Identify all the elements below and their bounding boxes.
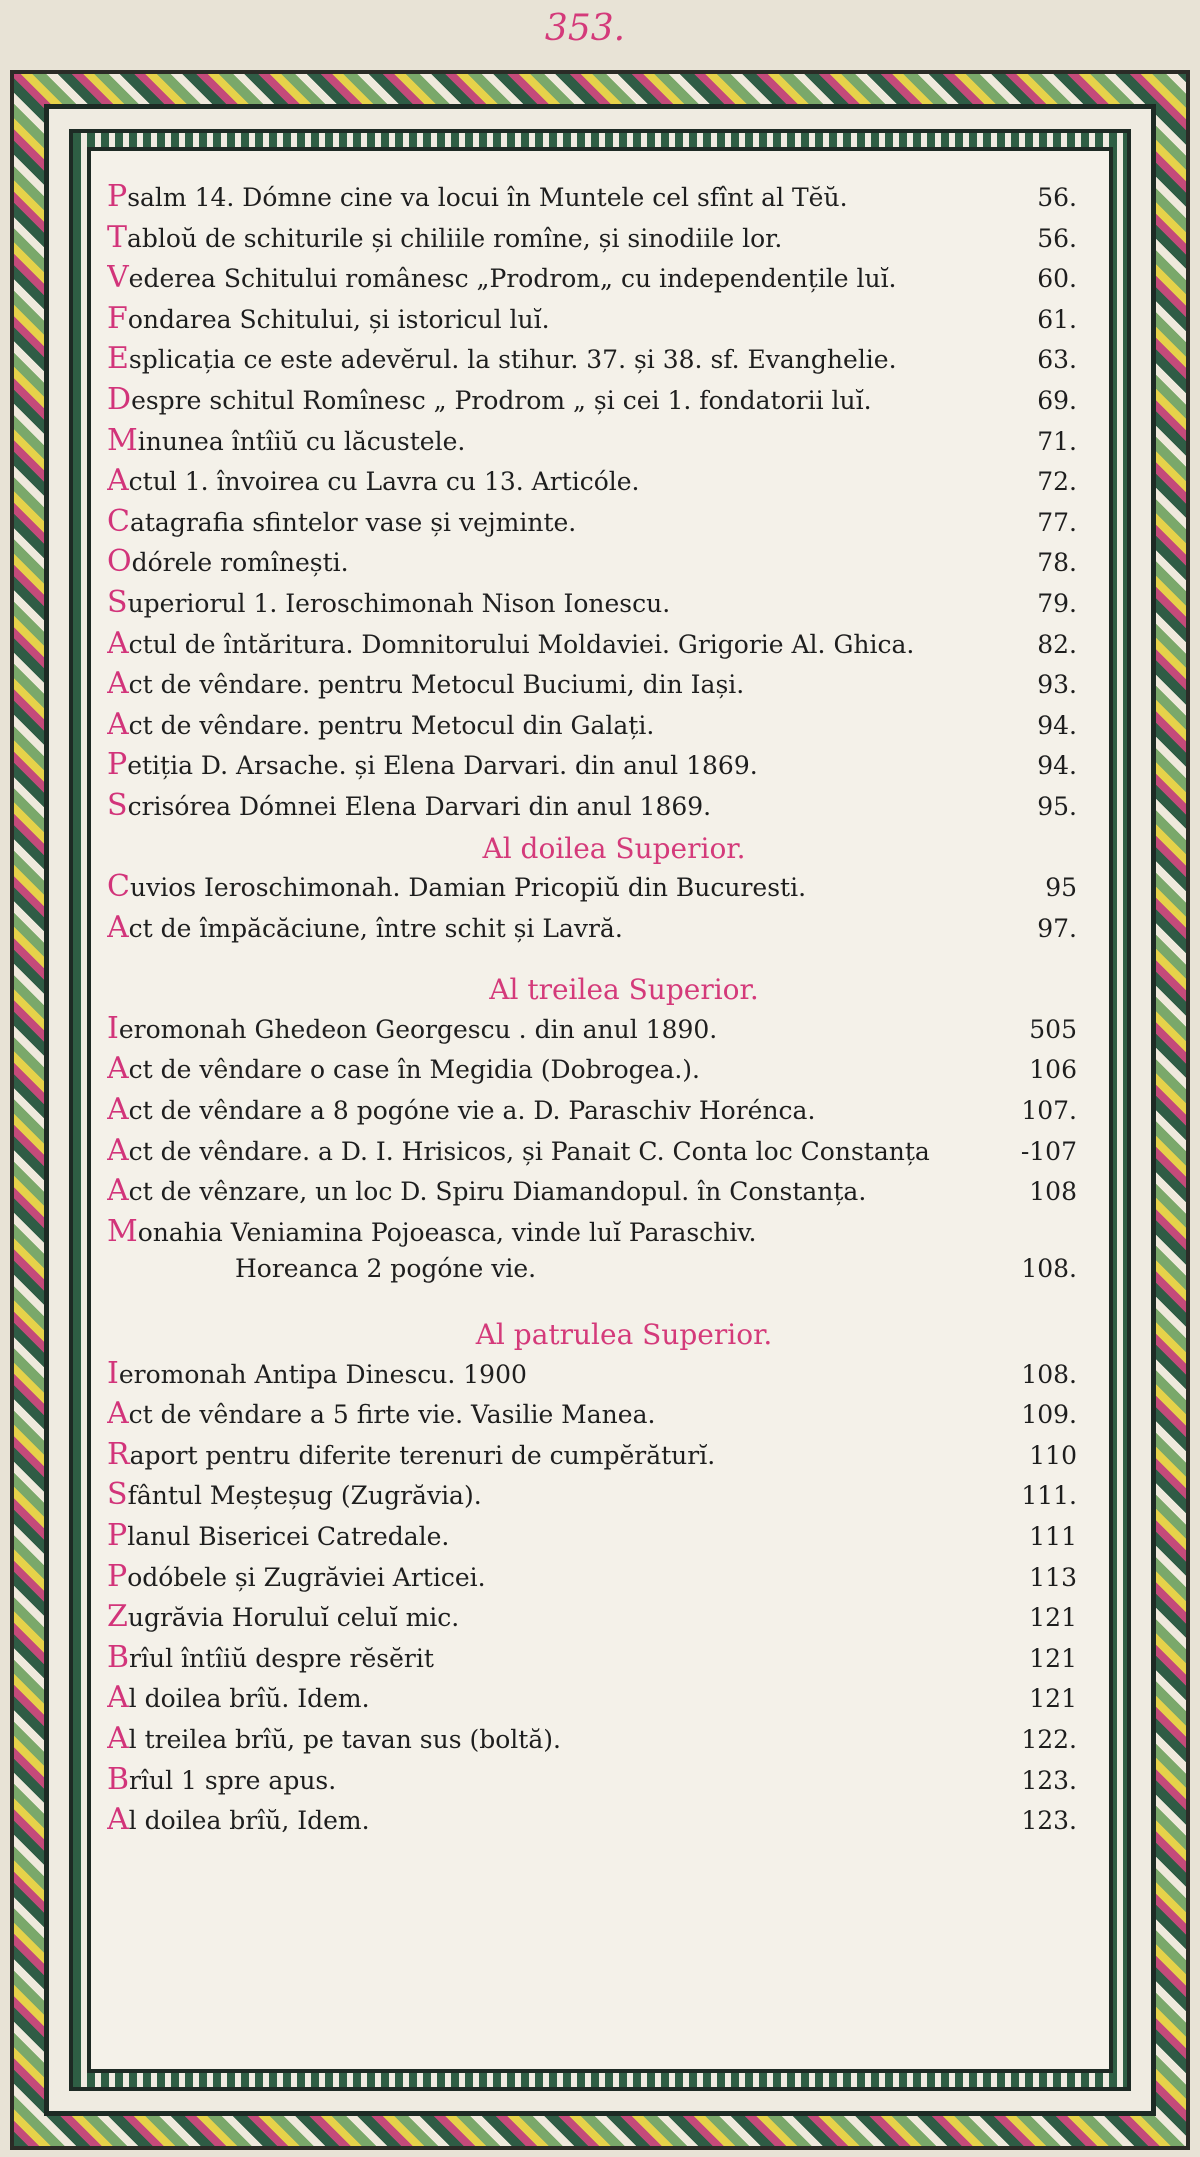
entry-page-number: 69. — [1037, 385, 1077, 415]
initial-letter: B — [107, 1639, 130, 1675]
toc-entry — [107, 666, 1081, 707]
initial-letter: P — [107, 179, 128, 214]
toc-entry — [107, 788, 1081, 829]
entry-title: Minunea întîiŭ cu lăcustele. — [107, 422, 466, 458]
initial-letter: A — [107, 1680, 129, 1716]
entry-page-number: 71. — [1037, 426, 1077, 456]
toc-entry — [107, 707, 1081, 748]
entry-title: Odórele romînești. — [107, 544, 349, 580]
entry-page-number: 111. — [1021, 1481, 1077, 1511]
initial-letter: T — [107, 219, 128, 255]
entry-page-number: 106 — [1029, 1055, 1077, 1085]
entry-title: Vederea Schitului românesc „Prodrom„ cu independențile luĭ. — [107, 260, 897, 296]
section-spacer — [107, 950, 1081, 970]
entry-title: Actul de întăritura. Domnitorului Moldaviei. Grigorie Al. Ghica. — [107, 625, 915, 661]
entry-title: Actul 1. învoirea cu Lavra cu 13. Articóle. — [107, 463, 640, 499]
entry-title: Catagrafia sfintelor vase și vejminte. — [107, 503, 577, 539]
entry-title: Ieromonah Antipa Dinescu. 1900 — [107, 1355, 527, 1391]
entry-title: Act de vêndare. pentru Metocul Buciumi, din Iași. — [107, 666, 745, 702]
entry-page-number: 78. — [1037, 548, 1077, 578]
entry-page-number: 77. — [1037, 507, 1077, 537]
toc-entry — [107, 260, 1081, 301]
entry-title: Al doilea brîŭ. Idem. — [107, 1680, 370, 1716]
entry-page-number: 79. — [1037, 588, 1077, 618]
toc-entry — [107, 1802, 1081, 1843]
toc-entry — [107, 179, 1081, 220]
toc-entry — [107, 1051, 1081, 1092]
entry-title: Podóbele și Zugrăviei Articei. — [107, 1558, 486, 1594]
toc-entry — [107, 1396, 1081, 1437]
entry-page-number: 108. — [1021, 1359, 1077, 1389]
toc-entry — [107, 1254, 1081, 1295]
entry-title: Act de vêndare a 5 firte vie. Vasilie Manea. — [107, 1396, 656, 1432]
entry-title: Act de vêndare. pentru Metocul din Galați. — [107, 706, 655, 742]
initial-letter: C — [107, 869, 130, 905]
toc-entry — [107, 1721, 1081, 1762]
initial-letter: A — [107, 1051, 129, 1087]
initial-letter: M — [107, 1213, 138, 1249]
section-heading: Al patrulea Superior. — [475, 1318, 773, 1352]
toc-entry — [107, 1133, 1081, 1174]
entry-page-number: 111 — [1029, 1522, 1077, 1551]
toc-entry — [107, 1680, 1081, 1721]
toc-entry — [107, 1599, 1081, 1640]
initial-letter: C — [107, 503, 130, 539]
toc-entry — [107, 463, 1081, 504]
toc-entry — [107, 220, 1081, 261]
entry-page-number: -107 — [1020, 1136, 1077, 1166]
toc-entry — [107, 1559, 1081, 1600]
initial-letter: A — [107, 463, 129, 499]
toc-entry — [107, 626, 1081, 667]
entry-page-number: 95 — [1045, 873, 1077, 903]
toc-entry — [107, 1762, 1081, 1803]
initial-letter: R — [107, 1436, 130, 1472]
table-of-contents — [87, 147, 1113, 2073]
initial-letter: M — [107, 422, 138, 458]
entry-title: Psalm 14. Dómne cine va locui în Muntele cel sfînt al Tĕŭ. — [107, 179, 848, 214]
entry-page-number: 60. — [1037, 264, 1077, 294]
entry-title: Act de vêndare a 8 pogóne vie a. D. Paraschiv Horénca. — [107, 1092, 816, 1128]
entry-page-number: 108. — [1021, 1254, 1077, 1284]
border-band — [44, 104, 1156, 2116]
section-heading: Al doilea Superior. — [482, 831, 746, 865]
initial-letter: S — [107, 787, 128, 823]
entry-title: Superiorul 1. Ieroschimonah Nison Ionescu. — [107, 584, 671, 620]
entry-page-number: 61. — [1037, 304, 1077, 334]
initial-letter: I — [107, 1355, 119, 1391]
initial-letter: V — [107, 260, 129, 296]
border-stripe — [69, 129, 1131, 2091]
toc-entry — [107, 1011, 1081, 1052]
entry-title: Zugrăvia Horuluĭ celuĭ mic. — [107, 1599, 460, 1635]
initial-letter: P — [107, 747, 128, 783]
toc-entry — [107, 544, 1081, 585]
entry-page-number: 123. — [1021, 1806, 1077, 1836]
entry-title: Esplicația ce este adevĕrul. la stihur. 37. și 38. sf. Evanghelie. — [107, 341, 897, 377]
initial-letter: Z — [107, 1599, 128, 1635]
initial-letter: A — [107, 666, 129, 702]
entry-title: Act de vênzare, un loc D. Spiru Diamandopul. în Constanța. — [107, 1173, 867, 1209]
entry-title: Despre schitul Romînesc „ Prodrom „ și cei 1. fondatorii luĭ. — [107, 381, 872, 417]
entry-title: Ieromonah Ghedeon Georgescu . din anul 1890. — [107, 1010, 718, 1046]
entry-page-number: 97. — [1037, 913, 1077, 943]
decorative-border — [10, 70, 1190, 2150]
initial-letter: P — [107, 1558, 128, 1594]
initial-letter: D — [107, 381, 132, 417]
entry-page-number: 107. — [1021, 1096, 1077, 1126]
initial-letter: A — [107, 1173, 129, 1209]
entry-title: Brîul 1 spre apus. — [107, 1761, 337, 1797]
entry-title: Raport pentru diferite terenuri de cumpĕrăturĭ. — [107, 1436, 716, 1472]
initial-letter: E — [107, 341, 129, 377]
entry-title: Fondarea Schitului, și istoricul luĭ. — [107, 300, 550, 336]
toc-entry — [107, 869, 1081, 910]
toc-entry — [107, 301, 1081, 342]
entry-page-number: 93. — [1037, 670, 1077, 700]
entry-title: Tabloŭ de schiturile și chiliile romîne, și sinodiile lor. — [107, 219, 783, 255]
entry-page-number: 72. — [1037, 467, 1077, 497]
folio-number: 353. — [544, 8, 626, 49]
entry-title: Act de vêndare o case în Megidia (Dobrogea.). — [107, 1051, 700, 1087]
entry-page-number: 122. — [1021, 1724, 1077, 1754]
initial-letter: B — [107, 1761, 130, 1797]
entry-title: Al treilea brîŭ, pe tavan sus (boltă). — [107, 1720, 561, 1756]
entry-page-number: 56. — [1037, 183, 1077, 212]
toc-entry — [107, 1173, 1081, 1214]
toc-entry — [107, 1214, 1081, 1255]
initial-letter: A — [107, 1802, 129, 1838]
entry-page-number: 94. — [1037, 751, 1077, 781]
entry-title: Monahia Veniamina Pojoeasca, vinde luĭ Paraschiv. — [107, 1213, 757, 1249]
entry-title: Brîul întîiŭ despre rĕsĕrit — [107, 1639, 434, 1675]
initial-letter: O — [107, 544, 132, 580]
toc-entry — [107, 1477, 1081, 1518]
initial-letter: A — [107, 909, 129, 945]
toc-entry — [107, 1640, 1081, 1681]
initial-letter: S — [107, 1477, 128, 1513]
entry-title: Act de vêndare. a D. I. Hrisicos, și Panait C. Conta loc Constanța — [107, 1132, 930, 1168]
toc-entry — [107, 747, 1081, 788]
entry-page-number: 121 — [1029, 1684, 1077, 1714]
toc-entry — [107, 382, 1081, 423]
toc-entry — [107, 423, 1081, 464]
entry-title: Sfântul Meșteșug (Zugrăvia). — [107, 1477, 482, 1513]
entry-page-number: 94. — [1037, 710, 1077, 740]
entry-page-number: 109. — [1021, 1400, 1077, 1430]
entry-page-number: 63. — [1037, 345, 1077, 375]
toc-entry — [107, 585, 1081, 626]
initial-letter: P — [107, 1518, 128, 1553]
toc-entry — [107, 341, 1081, 382]
entry-page-number: 82. — [1037, 629, 1077, 659]
entry-page-number: 113 — [1029, 1562, 1077, 1592]
section-heading: Al treilea Superior. — [489, 973, 759, 1007]
entry-page-number: 123. — [1021, 1765, 1077, 1795]
entry-title: Petiția D. Arsache. și Elena Darvari. din anul 1869. — [107, 747, 758, 783]
entry-title: Act de împăcăciune, între schit și Lavră. — [107, 909, 623, 945]
entry-title: Horeanca 2 pogóne vie. — [235, 1254, 537, 1284]
toc-entry — [107, 1518, 1081, 1559]
entry-page-number: 95. — [1037, 791, 1077, 821]
entry-page-number: 56. — [1037, 223, 1077, 253]
entry-page-number: 108 — [1029, 1177, 1077, 1207]
entry-title: Planul Bisericei Catredale. — [107, 1518, 450, 1553]
entry-title: Scrisórea Dómnei Elena Darvari din anul 1869. — [107, 787, 712, 823]
initial-letter: I — [107, 1010, 119, 1046]
initial-letter: A — [107, 1132, 129, 1168]
entry-page-number: 110 — [1029, 1440, 1077, 1470]
initial-letter: A — [107, 625, 129, 661]
section-spacer — [107, 1295, 1081, 1315]
toc-entry — [107, 910, 1081, 951]
toc-entry — [107, 1437, 1081, 1478]
entry-page-number: 505 — [1029, 1014, 1077, 1044]
entry-title: Al doilea brîŭ, Idem. — [107, 1802, 370, 1838]
initial-letter: A — [107, 706, 129, 742]
initial-letter: S — [107, 584, 128, 620]
toc-entry — [107, 1092, 1081, 1133]
toc-entry — [107, 504, 1081, 545]
initial-letter: A — [107, 1720, 129, 1756]
initial-letter: F — [107, 300, 128, 336]
initial-letter: A — [107, 1092, 129, 1128]
initial-letter: A — [107, 1396, 129, 1432]
entry-page-number: 121 — [1029, 1643, 1077, 1673]
entry-title: Cuvios Ieroschimonah. Damian Pricopiŭ din Bucuresti. — [107, 869, 807, 905]
toc-entry — [107, 1356, 1081, 1397]
entry-page-number: 121 — [1029, 1603, 1077, 1633]
